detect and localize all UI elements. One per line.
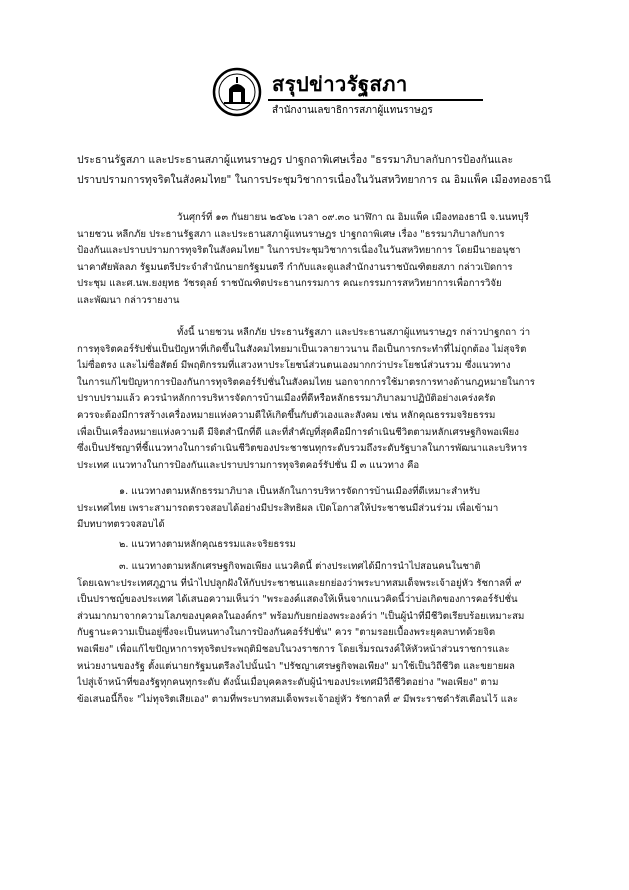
brand-subtitle: สำนักงานเลขาธิการสภาผู้แทนราษฎร [272,105,433,116]
text-line: ปราบปรามแล้ว ควรนำหลักการบริหารจัดการบ้านเมืองที่ดีหรือหลักธรรมาภิบาลมาปฏิบัติอย่างเคร่งครัด [77,393,496,405]
text-line: เป็นปราชญ์ของประเทศ ได้เสนอความเห็นว่า "พระองค์แสดงให้เห็นจากแนวคิดนี้ว่าบ่อเกิดของการคอร์รัปชั่น [77,594,518,606]
text-line: วันศุกร์ที่ ๑๓ กันยายน ๒๕๖๒ เวลา ๐๙.๓๐ นาฬิกา ณ อิมแพ็ค เมืองทองธานี จ.นนทบุรี [177,212,529,223]
brand-divider [268,99,483,101]
text-line: ข้อเสนอนี้ก็จะ "ไม่ทุจริตเสียเอง" ตามที่พระบาทสมเด็จพระเจ้าอยู่หัว รัชกาลที่ ๙ มีพระราชดำรัสเตือนไว้ และ [77,693,518,705]
text-line: ประชุม และศ.นพ.ยงยุทธ วัชรดุลย์ ราชบัณฑิตประธานกรรมการ คณะกรรมการสหวิทยาการเพื่อการวิจัย [77,278,502,290]
text-line: การทุจริตคอร์รัปชั่นเป็นปัญหาที่เกิดขึ้นในสังคมไทยมาเป็นเวลายาวนาน ถือเป็นการกระทำที่ไม่ถูกต้อง ไม่สุจริต [77,343,527,355]
text-line: ไม่ซื่อตรง และไม่ซื่อสัตย์ มีพฤติกรรมที่แสวงหาประโยชน์ส่วนตนเองมากกว่าประโยชน์ส่วนรวม ซึ่งแนวทาง [77,360,511,372]
text-line: ไปสู่เจ้าหน้าที่ของรัฐทุกคนทุกระดับ ดังนั้นเมื่อบุคคลระดับผู้นำของประเทศมีวิถีชีวิตอย่าง "พอเพียง" ตาม [77,677,499,689]
text-line: เพื่อเป็นเครื่องหมายแห่งความดี มีจิตสำนึกที่ดี และที่สำคัญที่สุดคือมีการดำเนินชีวิตตามหลักเศรษฐกิจพอเพียง [77,426,519,438]
text-line: ทั้งนี้ นายชวน หลีกภัย ประธานรัฐสภา และประธานสภาผู้แทนราษฎร กล่าวปาฐกถา ว่า [177,327,531,338]
intro-paragraph [77,210,555,310]
point-2-paragraph [77,537,555,554]
body-paragraph [77,325,555,474]
text-line: โดยเฉพาะประเทศภูฏาน ที่นำไปปลูกฝังให้กับประชาชนและยกย่องว่าพระบาทสมเด็จพระเจ้าอยู่หัว รัชกาลที่ ๙ [77,577,522,589]
text-line: ประเทศ แนวทางในการป้องกันและปราบปรามการทุจริตคอร์รัปชั่น มี ๓ แนวทาง คือ [77,459,420,471]
text-line: ในการแก้ไขปัญหาการป้องกันการทุจริตคอร์รัปชั่นในสังคมไทย นอกจากการใช้มาตรการทางด้านกฎหมายในการ [77,376,535,388]
text-line: หน่วยงานของรัฐ ตั้งแต่นายกรัฐมนตรีลงไปนั้นนำ "ปรัชญาเศรษฐกิจพอเพียง" มาใช้เป็นวิถีชีวิต และขยายผล [77,660,515,672]
text-line: ๒. แนวทางตามหลักคุณธรรมและจริยธรรม [119,539,296,550]
text-line: ประเทศไทย เพราะสามารถตรวจสอบได้อย่างมีประสิทธิผล เปิดโอกาสให้ประชาชนมีส่วนร่วม เพื่อเข้ามา [77,502,499,514]
text-line: และพัฒนา กล่าวรายงาน [77,294,180,306]
parliament-emblem-icon [212,67,262,117]
text-line: นาคาศัยพัลลภ รัฐมนตรีประจำสำนักนายกรัฐมนตรี กำกับและดูแลสำนักงานราชบัณฑิตยสภา กล่าวเปิดการ [77,261,513,273]
headline-line: ประธานรัฐสภา และประธานสภาผู้แทนราษฎร ปาฐกถาพิเศษเรื่อง "ธรรมาภิบาลกับการป้องกันและ [77,154,514,166]
brand-title: สรุปข่าวรัฐสภา [272,72,408,96]
point-3-paragraph [77,559,555,708]
text-line: ๓. แนวทางตามหลักเศรษฐกิจพอเพียง แนวคิดนี้ ต่างประเทศได้มีการนำไปสอนคนในชาติ [119,561,481,572]
text-line: พอเพียง" เพื่อแก้ไขปัญหาการทุจริตประพฤติมิชอบในวงราชการ โดยเริ่มรณรงค์ให้หัวหน้าส่วนราชการและ [77,643,510,655]
headline-line: ปราบปรามการทุจริตในสังคมไทย" ในการประชุมวิชาการเนื่องในวันสหวิทยาการ ณ อิมแพ็ค เมืองทองธานี [77,174,551,186]
text-line: ควรจะต้องมีการสร้างเครื่องหมายแห่งความดีให้เกิดขึ้นกับตัวเองและสังคม เช่น หลักคุณธรรมจริยธรรม [77,409,496,421]
text-line: มีบทบาทตรวจสอบได้ [77,519,165,531]
text-line: นายชวน หลีกภัย ประธานรัฐสภา และประธานสภาผู้แทนราษฎร ปาฐกถาพิเศษ เรื่อง "ธรรมาภิบาลกับการ [77,228,505,240]
text-line: กับฐานะความเป็นอยู่ซึ่งจะเป็นหนทางในการป้องกันคอร์รัปชั่น" ควร "ตามรอยเบื้องพระยุคลบาทด้วยจิต [77,627,496,639]
text-line: ส่วนมากมาจากความโลภของบุคคลในองค์กร" พร้อมกับยกย่องพระองค์ว่า "เป็นผู้นำที่มีชีวิตเรียบร้อยเหมาะสม [77,610,525,622]
text-line: ซึ่งเป็นปรัชญาที่ชี้แนวทางในการดำเนินชีวิตของประชาชนทุกระดับรวมถึงระดับรัฐบาลในการพัฒนาและบริหาร [77,443,528,455]
text-line: ๑. แนวทางตามหลักธรรมาภิบาล เป็นหลักในการบริหารจัดการบ้านเมืองที่ดีเหมาะสำหรับ [119,486,481,497]
text-line: ป้องกันและปราบปรามการทุจริตในสังคมไทย" ในการประชุมวิชาการเนื่องในวันสหวิทยาการ โดยมีนายอนุชา [77,245,521,257]
point-1-paragraph [77,484,555,534]
